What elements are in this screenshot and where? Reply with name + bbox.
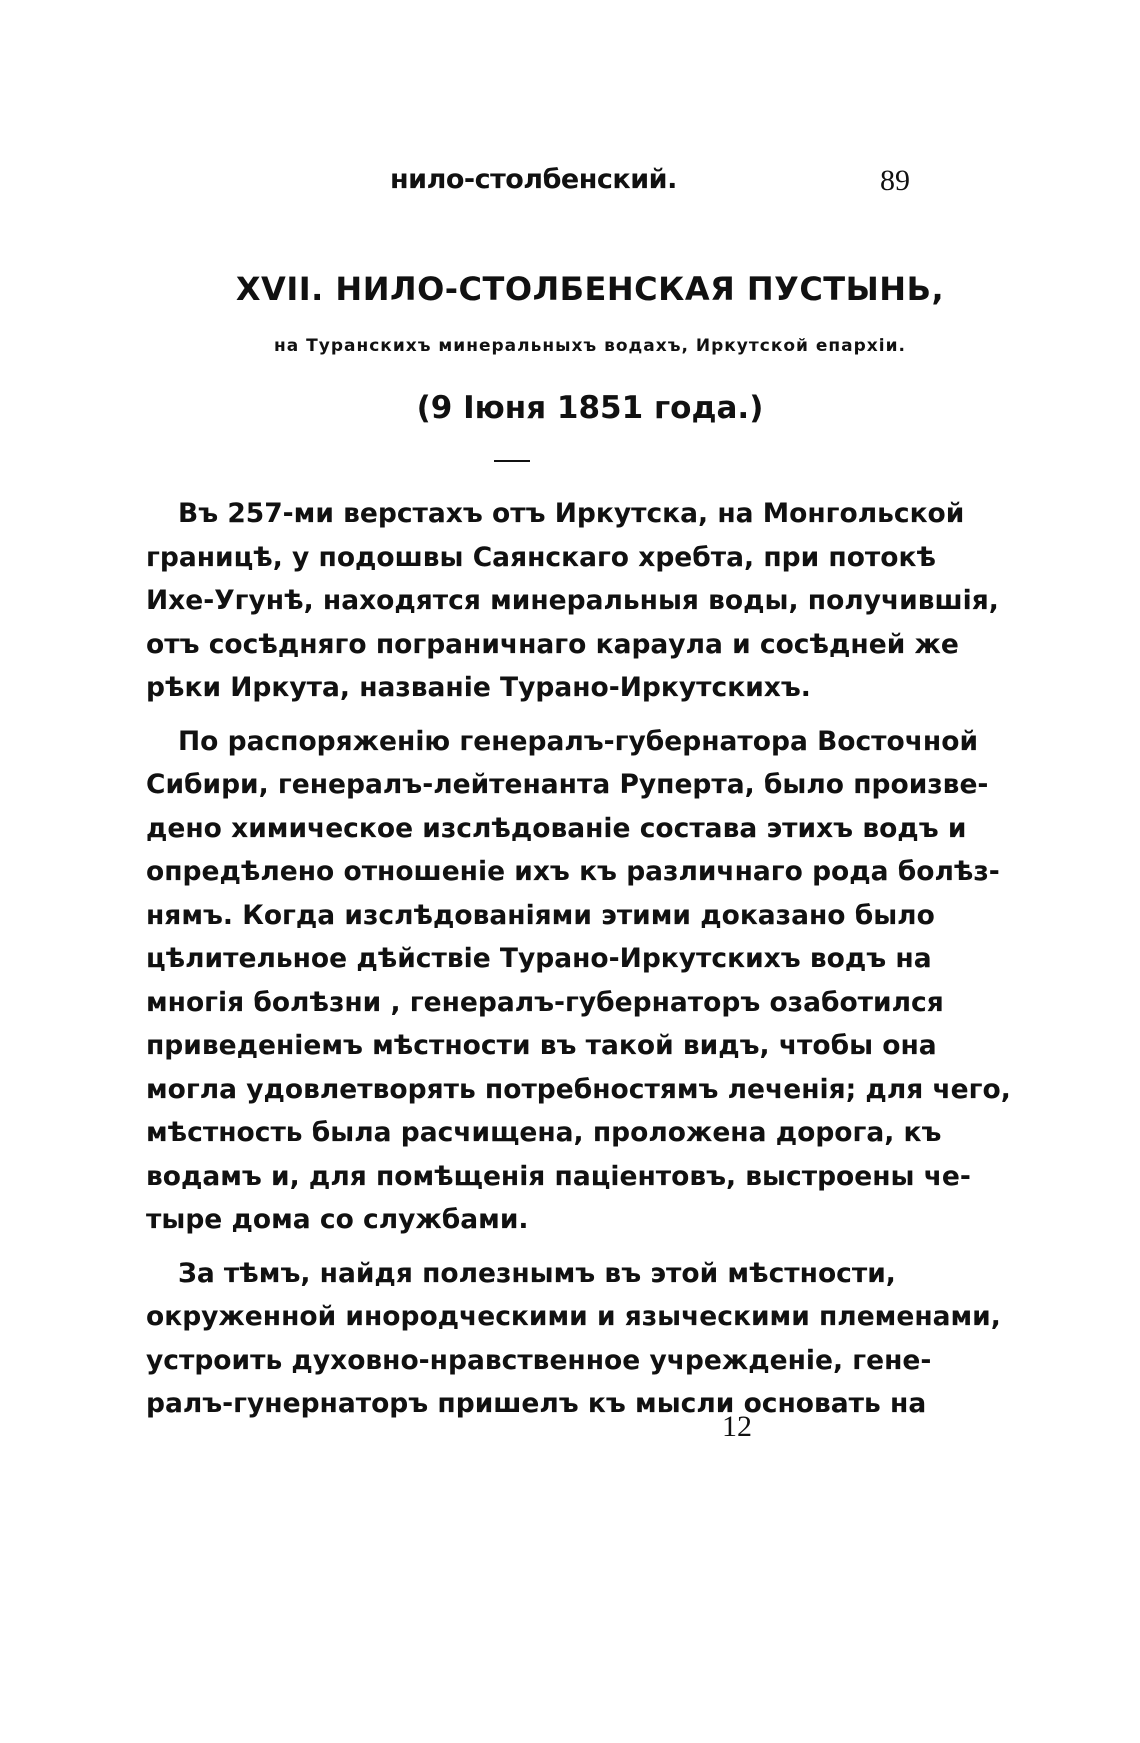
text-line: приведеніемъ мѣстности въ такой видъ, чтобы она [146,1030,937,1061]
text-line: тыре дома со службами. [146,1204,529,1235]
text-line: устроить духовно-нравственное учрежденіе, гене- [146,1344,932,1376]
page-number: 89 [880,164,910,197]
text-line: рѣки Иркута, названіе Турано-Иркутскихъ. [146,672,811,703]
text-line: Ихе-Угунѣ, находятся минеральныя воды, получившія, [146,585,999,616]
paragraph-gap [146,710,888,720]
signature-mark: 12 [722,1410,752,1443]
chapter-subtitle: на Туранскихъ минеральныхъ водахъ, Иркутской епархіи. [274,336,906,356]
text-line: окруженной инородческими и языческими племенами, [146,1301,1001,1332]
text-line: Въ 257-ми верстахъ отъ Иркутска, на Монгольской [178,498,965,529]
text-line: нямъ. Когда изслѣдованіями этими доказано было [146,899,935,931]
running-title: нило-столбенский. [390,164,677,195]
text-line: водамъ и, для помѣщенія паціентовъ, выстроены че- [146,1160,971,1192]
section-rule [494,460,530,462]
text-line: границѣ, у подошвы Саянскаго хребта, при потокѣ [146,541,936,573]
text-line: Сибири, генералъ-лейтенанта Руперта, было произве- [146,769,989,800]
text-line: многія болѣзни , генералъ-губернаторъ озаботился [146,986,944,1018]
text-line: За тѣмъ, найдя полезнымъ въ этой мѣстности, [178,1257,896,1289]
chapter-date: (9 Іюня 1851 года.) [416,390,764,426]
text-line: отъ сосѣдняго пограничнаго караула и сосѣдней же [146,628,959,660]
text-line: мѣстность была расчищена, проложена дорога, къ [146,1117,942,1148]
text-line: По распоряженію генералъ-губернатора Восточной [178,725,979,757]
text-line: ралъ-гунернаторъ пришелъ къ мысли основать на [146,1388,927,1419]
text-line: дено химическое изслѣдованіе состава этихъ водъ и [146,812,967,844]
body-text [146,492,1011,1426]
text-line: могла удовлетворять потребностямъ леченія; для чего, [146,1073,1011,1105]
text-line: опредѣлено отношеніе ихъ къ различнаго рода болѣз- [146,856,1000,887]
running-head [390,164,910,204]
chapter-title: XVII. НИЛО-СТОЛБЕНСКАЯ ПУСТЫНЬ, [235,270,945,308]
paragraph-gap [146,1242,888,1252]
text-line: цѣлительное дѣйствіе Турано-Иркутскихъ водъ на [146,943,932,974]
